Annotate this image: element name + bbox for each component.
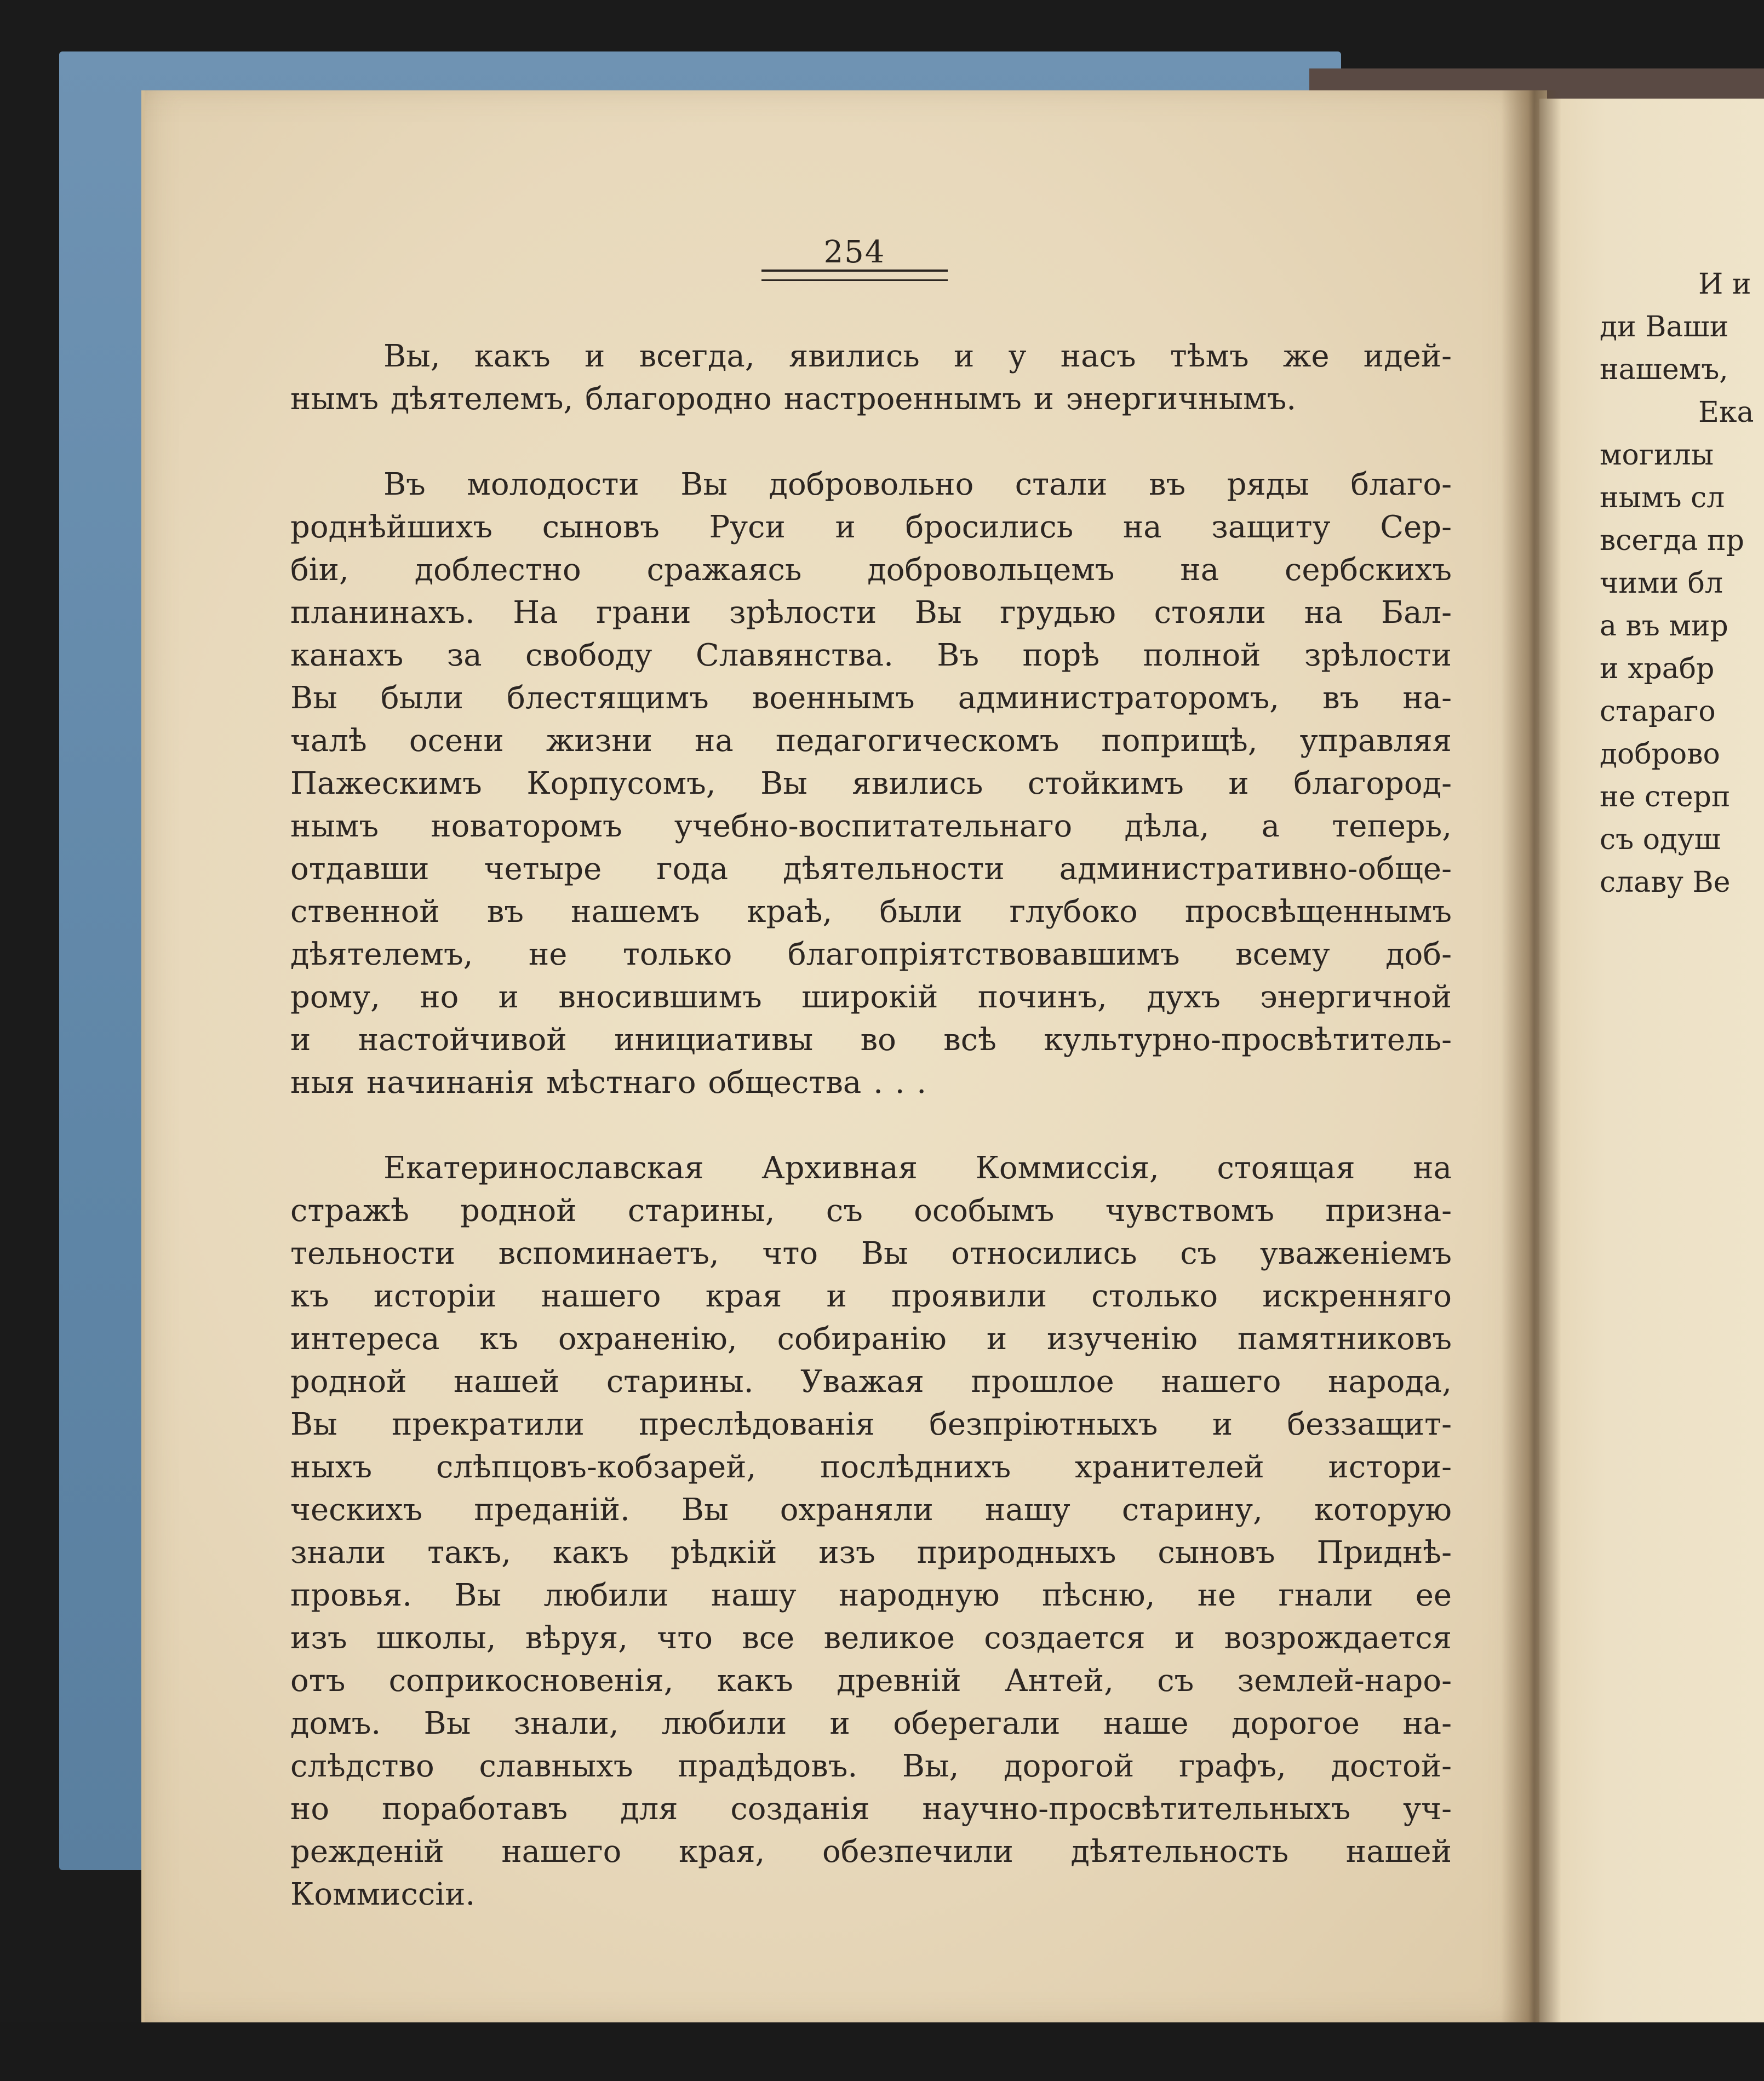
text-line: нымъ сл xyxy=(1600,481,1725,514)
left-page-text xyxy=(290,335,1452,1916)
text-line: чими бл xyxy=(1600,567,1723,600)
text-line: и храбр xyxy=(1600,652,1715,685)
text-line: отъ соприкосновенія, какъ древній Антей, съ землей-наро- xyxy=(290,1663,1452,1699)
text-line: отдавши четыре года дѣятельности административно-обще- xyxy=(290,851,1452,887)
paragraph-gap xyxy=(290,1104,1452,1147)
text-line: нашемъ, xyxy=(1600,353,1728,386)
text-line: слѣдство славныхъ прадѣдовъ. Вы, дорогой графъ, достой- xyxy=(290,1749,1452,1784)
text-line: нымъ дѣятелемъ, благородно настроеннымъ и энергичнымъ. xyxy=(290,381,1297,417)
text-line: изъ школы, вѣруя, что все великое создается и возрождается xyxy=(290,1620,1452,1656)
text-line: режденій нашего края, обезпечили дѣятельность нашей xyxy=(290,1834,1452,1870)
text-line: Коммиссіи. xyxy=(290,1877,476,1912)
text-line: Вы, какъ и всегда, явились и у насъ тѣмъ же идей- xyxy=(383,339,1452,374)
text-line: но поработавъ для созданія научно-просвѣтительныхъ уч- xyxy=(290,1791,1452,1827)
page-number: 254 xyxy=(823,234,886,270)
text-line: ди Ваши xyxy=(1600,311,1729,343)
text-line: чалѣ осени жизни на педагогическомъ поприщѣ, управляя xyxy=(290,723,1452,759)
text-line: ныхъ слѣпцовъ-кобзарей, послѣднихъ хранителей истори- xyxy=(290,1449,1452,1485)
text-line: знали такъ, какъ рѣдкій изъ природныхъ сыновъ Приднѣ- xyxy=(290,1535,1452,1570)
text-line: Вы прекратили преслѣдованія безпріютныхъ и беззащит- xyxy=(290,1407,1452,1442)
text-line: стараго xyxy=(1600,695,1716,728)
text-line: всегда пр xyxy=(1600,524,1744,557)
text-line: интереса къ охраненію, собиранію и изученію памятниковъ xyxy=(290,1321,1452,1357)
book-gutter xyxy=(1501,90,1561,2024)
text-line: славу Ве xyxy=(1600,866,1731,899)
text-line: не стерп xyxy=(1600,781,1731,813)
text-line: съ одуш xyxy=(1600,823,1721,856)
paragraph-gap xyxy=(290,421,1452,463)
text-line: Ека xyxy=(1698,396,1754,429)
text-line: родной нашей старины. Уважая прошлое нашего народа, xyxy=(290,1364,1452,1400)
text-line: ственной въ нашемъ краѣ, были глубоко просвѣщеннымъ xyxy=(290,894,1452,930)
text-line: Въ молодости Вы добровольно стали въ ряды благо- xyxy=(383,467,1452,502)
right-page-text xyxy=(1600,263,1764,904)
text-line: И и xyxy=(1698,268,1751,301)
paragraph-1 xyxy=(290,335,1452,421)
page-number-rule xyxy=(761,270,948,281)
text-line: дѣятелемъ, не только благопріятствовавшимъ всему доб- xyxy=(290,937,1452,972)
text-line: ческихъ преданій. Вы охраняли нашу старину, которую xyxy=(290,1492,1452,1528)
text-line: рому, но и вносившимъ широкій починъ, духъ энергичной xyxy=(290,979,1452,1015)
text-line: канахъ за свободу Славянства. Въ порѣ полной зрѣлости xyxy=(290,638,1452,673)
text-line: домъ. Вы знали, любили и оберегали наше дорогое на- xyxy=(290,1706,1452,1741)
text-line: къ исторіи нашего края и проявили столько искренняго xyxy=(290,1279,1452,1314)
text-line: стражѣ родной старины, съ особымъ чувствомъ призна- xyxy=(290,1193,1452,1229)
text-line: могилы xyxy=(1600,439,1714,472)
text-line: Пажескимъ Корпусомъ, Вы явились стойкимъ и благород- xyxy=(290,766,1452,801)
text-line: ныя начинанія мѣстнаго общества . . . xyxy=(290,1065,927,1100)
text-line: біи, доблестно сражаясь добровольцемъ на сербскихъ xyxy=(290,552,1452,588)
text-line: доброво xyxy=(1600,738,1720,771)
text-line: роднѣйшихъ сыновъ Руси и бросились на защиту Сер- xyxy=(290,509,1452,545)
text-line: Екатеринославская Архивная Коммиссія, стоящая на xyxy=(383,1150,1452,1186)
text-line: Вы были блестящимъ военнымъ администраторомъ, въ на- xyxy=(290,680,1452,716)
text-line: провья. Вы любили нашу народную пѣсню, не гнали ее xyxy=(290,1578,1452,1613)
background-bottom xyxy=(0,2022,1764,2081)
text-line: планинахъ. На грани зрѣлости Вы грудью стояли на Бал- xyxy=(290,595,1452,630)
text-line: а въ мир xyxy=(1600,610,1728,643)
text-line: нымъ новаторомъ учебно-воспитательнаго дѣла, а теперь, xyxy=(290,809,1452,844)
paragraph-3 xyxy=(290,1147,1452,1916)
paragraph-2 xyxy=(290,463,1452,1104)
text-line: тельности вспоминаетъ, что Вы относились съ уваженіемъ xyxy=(290,1236,1452,1271)
text-line: и настойчивой инициативы во всѣ культурно-просвѣтитель- xyxy=(290,1022,1452,1058)
